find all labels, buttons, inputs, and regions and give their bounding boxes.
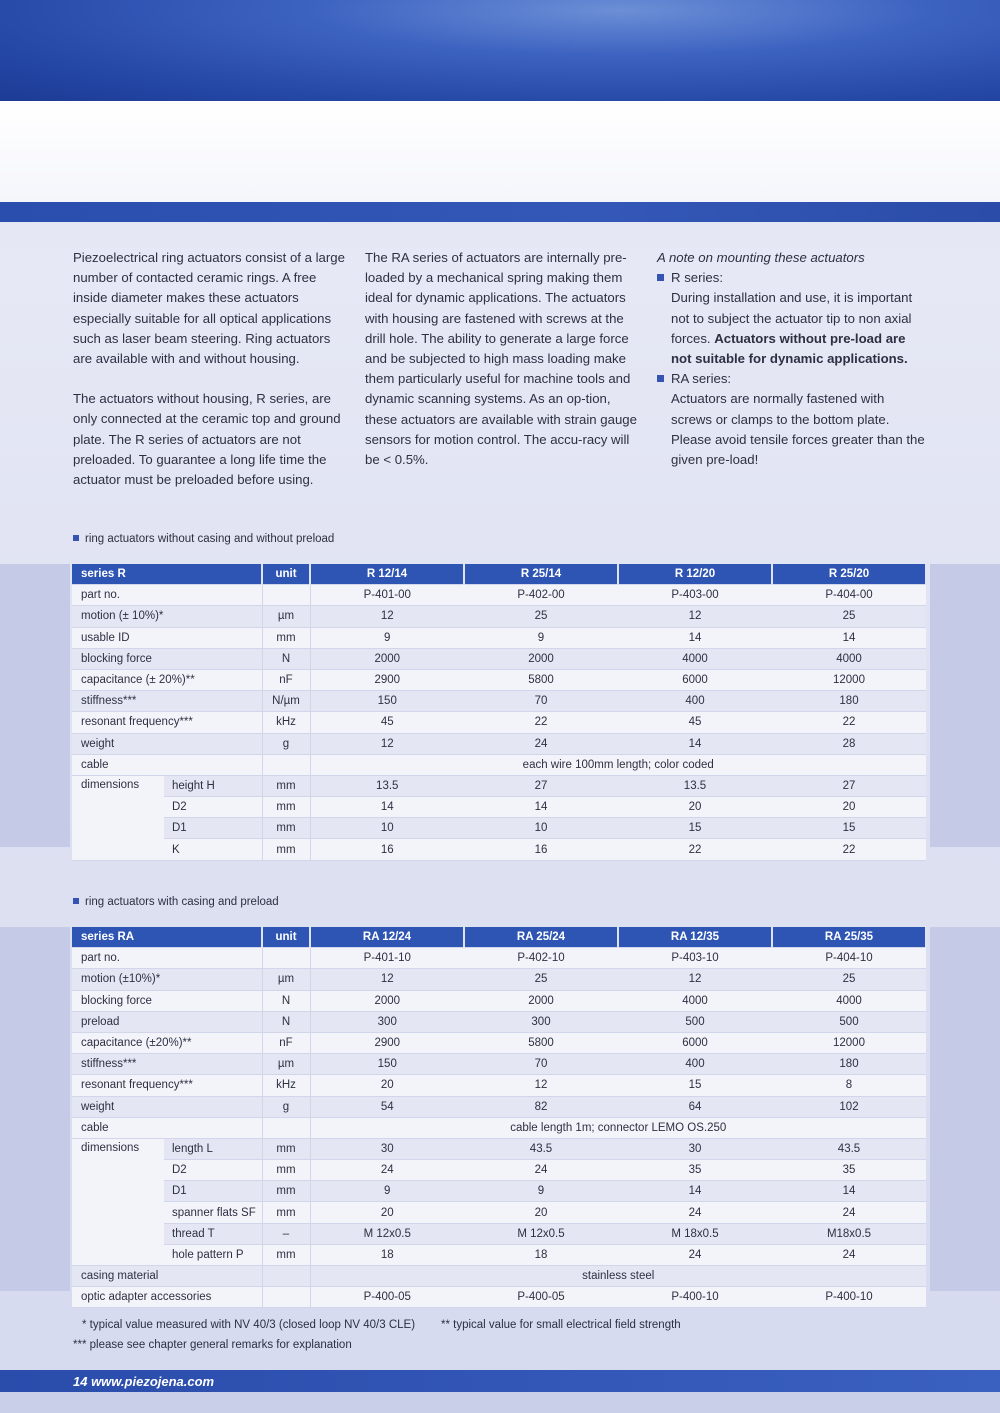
unit-cell: mm [262, 1138, 310, 1159]
table-header-cell: RA 12/24 [310, 927, 464, 948]
unit-cell [262, 1266, 310, 1287]
table-side-band [0, 564, 70, 847]
dimension-label: spanner flats SF [164, 1202, 262, 1223]
row-label: cable [72, 754, 262, 775]
row-label: stiffness*** [72, 1054, 262, 1075]
ra-series-note: Actuators are normally fastened with screws or clamps to the bottom plate. Please avoid tensile forces greater than the given pre-load! [671, 391, 925, 468]
table-row [72, 839, 926, 860]
dimension-label: D1 [164, 1181, 262, 1202]
table-row [72, 606, 926, 627]
value-cell: 35 [618, 1160, 772, 1181]
table-header-cell: R 25/20 [772, 564, 926, 585]
value-cell: 20 [464, 1202, 618, 1223]
intro-paragraph: The RA series of actuators are internally pre-loaded by a mechanical spring making them ideal for dynamic applications. The actuators with housing are fastened with screws at the drill hole. The ability to generate a large force and be subjected to high mass loading make them particularly useful for machine tools and dynamic scanning systems. As an op-tion, these actuators are available with strain gauge sensors for motion control. The accu-racy will be < 0.5%. [365, 250, 637, 468]
title-band [0, 101, 1000, 202]
value-cell: 45 [310, 712, 464, 733]
value-cell: P-400-05 [464, 1287, 618, 1308]
unit-cell: g [262, 1096, 310, 1117]
value-cell: 20 [618, 797, 772, 818]
footer-page-ref: 14 www.piezojena.com [73, 1374, 215, 1389]
dimension-label: K [164, 839, 262, 860]
value-cell: 13.5 [310, 775, 464, 796]
value-cell: 24 [772, 1244, 926, 1265]
footnote: ** typical value for small electrical field strength [441, 1319, 681, 1331]
table-row [72, 1244, 926, 1265]
table-row [72, 1266, 926, 1287]
table-header-cell: unit [262, 927, 310, 948]
row-label: weight [72, 1096, 262, 1117]
value-cell: 14 [464, 797, 618, 818]
unit-cell: N [262, 1011, 310, 1032]
row-label: motion (± 10%)* [72, 606, 262, 627]
dimension-label: D2 [164, 797, 262, 818]
unit-cell [262, 1287, 310, 1308]
table-row [72, 648, 926, 669]
value-cell: 14 [618, 733, 772, 754]
value-cell: 300 [464, 1011, 618, 1032]
value-cell: 30 [310, 1138, 464, 1159]
value-cell: P-402-10 [464, 948, 618, 969]
row-label: dimensions [72, 1138, 164, 1265]
unit-cell [262, 754, 310, 775]
value-cell: 500 [618, 1011, 772, 1032]
unit-cell [262, 948, 310, 969]
bullet-r-series: R series: [657, 268, 927, 288]
value-cell: 4000 [618, 990, 772, 1011]
value-cell: 18 [310, 1244, 464, 1265]
row-label: weight [72, 733, 262, 754]
value-cell: 15 [618, 818, 772, 839]
value-cell: 180 [772, 1054, 926, 1075]
table-row [72, 969, 926, 990]
row-label: cable [72, 1117, 262, 1138]
row-label: capacitance (± 20%)** [72, 669, 262, 690]
unit-cell: mm [262, 818, 310, 839]
value-cell: 22 [772, 712, 926, 733]
table-header-cell: unit [262, 564, 310, 585]
table-row [72, 1075, 926, 1096]
value-cell: P-400-10 [772, 1287, 926, 1308]
table-row [72, 1054, 926, 1075]
value-cell: P-401-00 [310, 585, 464, 606]
footnote: *** please see chapter general remarks for explanation [73, 1339, 352, 1351]
table-side-band [930, 564, 1000, 847]
table-row [72, 1032, 926, 1053]
value-cell: P-400-10 [618, 1287, 772, 1308]
footer-band [0, 1392, 1000, 1413]
value-cell: 12 [618, 969, 772, 990]
unit-cell: nF [262, 669, 310, 690]
value-cell: 22 [618, 839, 772, 860]
intro-paragraph: Piezoelectrical ring actuators consist of a large number of contacted ceramic rings. A free inside diameter makes these actuators especially suitable for all optical applications such as laser beam steering. Ring actuators are available with and without housing. [73, 250, 345, 367]
value-cell: 12 [310, 969, 464, 990]
value-cell: 102 [772, 1096, 926, 1117]
intro-paragraph: The actuators without housing, R series, are only connected at the ceramic top and ground plate. The R series of actuators are not preloaded. To guarantee a long life time the actuator must be preloaded before using. [73, 391, 341, 488]
dimension-label: D2 [164, 1160, 262, 1181]
value-cell: 82 [464, 1096, 618, 1117]
value-cell: 15 [772, 818, 926, 839]
value-cell: 2900 [310, 1032, 464, 1053]
row-label: preload [72, 1011, 262, 1032]
value-cell: 14 [618, 627, 772, 648]
value-cell: M 18x0.5 [618, 1223, 772, 1244]
value-cell: 13.5 [618, 775, 772, 796]
table-header-cell: R 12/14 [310, 564, 464, 585]
bullet-square-icon [73, 898, 79, 904]
value-cell: 22 [772, 839, 926, 860]
table-side-band [0, 927, 70, 1291]
value-cell: 27 [464, 775, 618, 796]
value-cell: 25 [464, 606, 618, 627]
value-cell: 5800 [464, 1032, 618, 1053]
table-row [72, 627, 926, 648]
value-cell: 18 [464, 1244, 618, 1265]
value-cell: 150 [310, 691, 464, 712]
table-row [72, 797, 926, 818]
row-label: blocking force [72, 648, 262, 669]
bullet-square-icon [657, 274, 664, 281]
unit-cell: mm [262, 1181, 310, 1202]
bullet-ra-series: RA series: [657, 369, 927, 389]
value-cell: 9 [310, 627, 464, 648]
table-ra-title: ring actuators with casing and preload [73, 896, 279, 908]
value-cell: 14 [618, 1181, 772, 1202]
unit-cell: mm [262, 1202, 310, 1223]
value-cell: 9 [310, 1181, 464, 1202]
value-cell: 64 [618, 1096, 772, 1117]
value-cell: 70 [464, 1054, 618, 1075]
table-header-cell: RA 12/35 [618, 927, 772, 948]
row-label: motion (±10%)* [72, 969, 262, 990]
value-cell: 2900 [310, 669, 464, 690]
unit-cell: g [262, 733, 310, 754]
value-cell: 12000 [772, 669, 926, 690]
value-cell: 43.5 [464, 1138, 618, 1159]
unit-cell: – [262, 1223, 310, 1244]
table-header-cell: series R [72, 564, 262, 585]
unit-cell [262, 1117, 310, 1138]
unit-cell: nF [262, 1032, 310, 1053]
r-series-note: During installation and use, it is important not to subject the actuator tip to non axial forces. Actuators without pre-load are not suitable for dynamic applications. [671, 290, 913, 367]
value-cell: 35 [772, 1160, 926, 1181]
value-cell: 180 [772, 691, 926, 712]
table-row [72, 1181, 926, 1202]
table-header-cell: R 12/20 [618, 564, 772, 585]
value-cell: M18x0.5 [772, 1223, 926, 1244]
row-label: resonant frequency*** [72, 1075, 262, 1096]
unit-cell: mm [262, 839, 310, 860]
value-cell: 5800 [464, 669, 618, 690]
value-cell: 20 [772, 797, 926, 818]
table-row [72, 1223, 926, 1244]
value-cell: 6000 [618, 1032, 772, 1053]
mounting-note [657, 248, 927, 470]
value-cell: 12000 [772, 1032, 926, 1053]
table-ra [72, 927, 927, 1308]
header-banner [0, 0, 1000, 101]
value-cell: 10 [310, 818, 464, 839]
value-cell: 4000 [772, 648, 926, 669]
table-r-title: ring actuators without casing and without preload [73, 533, 334, 545]
value-cell: P-403-00 [618, 585, 772, 606]
row-label: casing material [72, 1266, 262, 1287]
value-cell: 43.5 [772, 1138, 926, 1159]
value-cell: 25 [772, 969, 926, 990]
table-row [72, 712, 926, 733]
value-cell: 25 [464, 969, 618, 990]
value-cell: cable length 1m; connector LEMO OS.250 [310, 1117, 926, 1138]
row-label: part no. [72, 585, 262, 606]
value-cell: 9 [464, 1181, 618, 1202]
value-cell: 25 [772, 606, 926, 627]
value-cell: 24 [464, 733, 618, 754]
table-row [72, 691, 926, 712]
unit-cell: µm [262, 1054, 310, 1075]
value-cell: 9 [464, 627, 618, 648]
table-row [72, 948, 926, 969]
value-cell: M 12x0.5 [464, 1223, 618, 1244]
value-cell: 12 [310, 606, 464, 627]
value-cell: P-400-05 [310, 1287, 464, 1308]
value-cell: 2000 [310, 990, 464, 1011]
table-row [72, 1138, 926, 1159]
table-header-cell: RA 25/35 [772, 927, 926, 948]
table-row [72, 1160, 926, 1181]
bullet-square-icon [73, 535, 79, 541]
unit-cell: N/µm [262, 691, 310, 712]
row-label: optic adapter accessories [72, 1287, 262, 1308]
unit-cell: mm [262, 627, 310, 648]
value-cell: 22 [464, 712, 618, 733]
dimension-label: D1 [164, 818, 262, 839]
mounting-note-title: A note on mounting these actuators [657, 250, 865, 265]
value-cell: 24 [310, 1160, 464, 1181]
footnote: * typical value measured with NV 40/3 (closed loop NV 40/3 CLE) [82, 1319, 416, 1331]
value-cell: 27 [772, 775, 926, 796]
value-cell: 54 [310, 1096, 464, 1117]
row-label: stiffness*** [72, 691, 262, 712]
unit-cell [262, 585, 310, 606]
dimension-label: hole pattern P [164, 1244, 262, 1265]
value-cell: 10 [464, 818, 618, 839]
unit-cell: kHz [262, 712, 310, 733]
table-row [72, 818, 926, 839]
unit-cell: N [262, 648, 310, 669]
value-cell: 16 [310, 839, 464, 860]
value-cell: 30 [618, 1138, 772, 1159]
value-cell: 300 [310, 1011, 464, 1032]
value-cell: stainless steel [310, 1266, 926, 1287]
intro-column-2 [365, 248, 637, 490]
table-header-row [72, 564, 926, 585]
value-cell: 400 [618, 1054, 772, 1075]
table-row [72, 990, 926, 1011]
row-label: dimensions [72, 775, 164, 860]
value-cell: 4000 [772, 990, 926, 1011]
row-label: resonant frequency*** [72, 712, 262, 733]
row-label: usable ID [72, 627, 262, 648]
row-label: capacitance (±20%)** [72, 1032, 262, 1053]
table-side-band [930, 927, 1000, 1291]
value-cell: 150 [310, 1054, 464, 1075]
value-cell: 400 [618, 691, 772, 712]
unit-cell: µm [262, 606, 310, 627]
table-row [72, 1202, 926, 1223]
header-strip [0, 202, 1000, 222]
value-cell: 12 [464, 1075, 618, 1096]
value-cell: 20 [310, 1075, 464, 1096]
intro-column-1 [73, 248, 349, 510]
value-cell: 500 [772, 1011, 926, 1032]
value-cell: P-403-10 [618, 948, 772, 969]
table-row [72, 1011, 926, 1032]
dimension-label: height H [164, 775, 262, 796]
table-header-row [72, 927, 926, 948]
value-cell: 24 [618, 1202, 772, 1223]
dimension-label: thread T [164, 1223, 262, 1244]
table-row [72, 1117, 926, 1138]
value-cell: 14 [310, 797, 464, 818]
value-cell: 6000 [618, 669, 772, 690]
value-cell: P-402-00 [464, 585, 618, 606]
table-header-cell: RA 25/24 [464, 927, 618, 948]
value-cell: 2000 [464, 990, 618, 1011]
table-row [72, 1096, 926, 1117]
value-cell: 14 [772, 1181, 926, 1202]
value-cell: 2000 [464, 648, 618, 669]
value-cell: M 12x0.5 [310, 1223, 464, 1244]
dimension-label: length L [164, 1138, 262, 1159]
value-cell: 2000 [310, 648, 464, 669]
value-cell: 14 [772, 627, 926, 648]
value-cell: 12 [310, 733, 464, 754]
unit-cell: mm [262, 775, 310, 796]
value-cell: 70 [464, 691, 618, 712]
value-cell: 12 [618, 606, 772, 627]
table-row [72, 585, 926, 606]
value-cell: 8 [772, 1075, 926, 1096]
unit-cell: kHz [262, 1075, 310, 1096]
table-header-cell: series RA [72, 927, 262, 948]
table-row [72, 669, 926, 690]
table-row [72, 775, 926, 796]
value-cell: 24 [772, 1202, 926, 1223]
unit-cell: N [262, 990, 310, 1011]
bullet-square-icon [657, 375, 664, 382]
row-label: blocking force [72, 990, 262, 1011]
unit-cell: mm [262, 797, 310, 818]
value-cell: 15 [618, 1075, 772, 1096]
value-cell: 16 [464, 839, 618, 860]
unit-cell: mm [262, 1160, 310, 1181]
table-row [72, 1287, 926, 1308]
value-cell: 45 [618, 712, 772, 733]
table-row [72, 733, 926, 754]
unit-cell: µm [262, 969, 310, 990]
value-cell: 20 [310, 1202, 464, 1223]
value-cell: each wire 100mm length; color coded [310, 754, 926, 775]
value-cell: P-404-00 [772, 585, 926, 606]
table-header-cell: R 25/14 [464, 564, 618, 585]
value-cell: 24 [618, 1244, 772, 1265]
value-cell: P-404-10 [772, 948, 926, 969]
value-cell: 4000 [618, 648, 772, 669]
table-r [72, 564, 927, 861]
unit-cell: mm [262, 1244, 310, 1265]
value-cell: P-401-10 [310, 948, 464, 969]
value-cell: 28 [772, 733, 926, 754]
value-cell: 24 [464, 1160, 618, 1181]
table-row [72, 754, 926, 775]
row-label: part no. [72, 948, 262, 969]
